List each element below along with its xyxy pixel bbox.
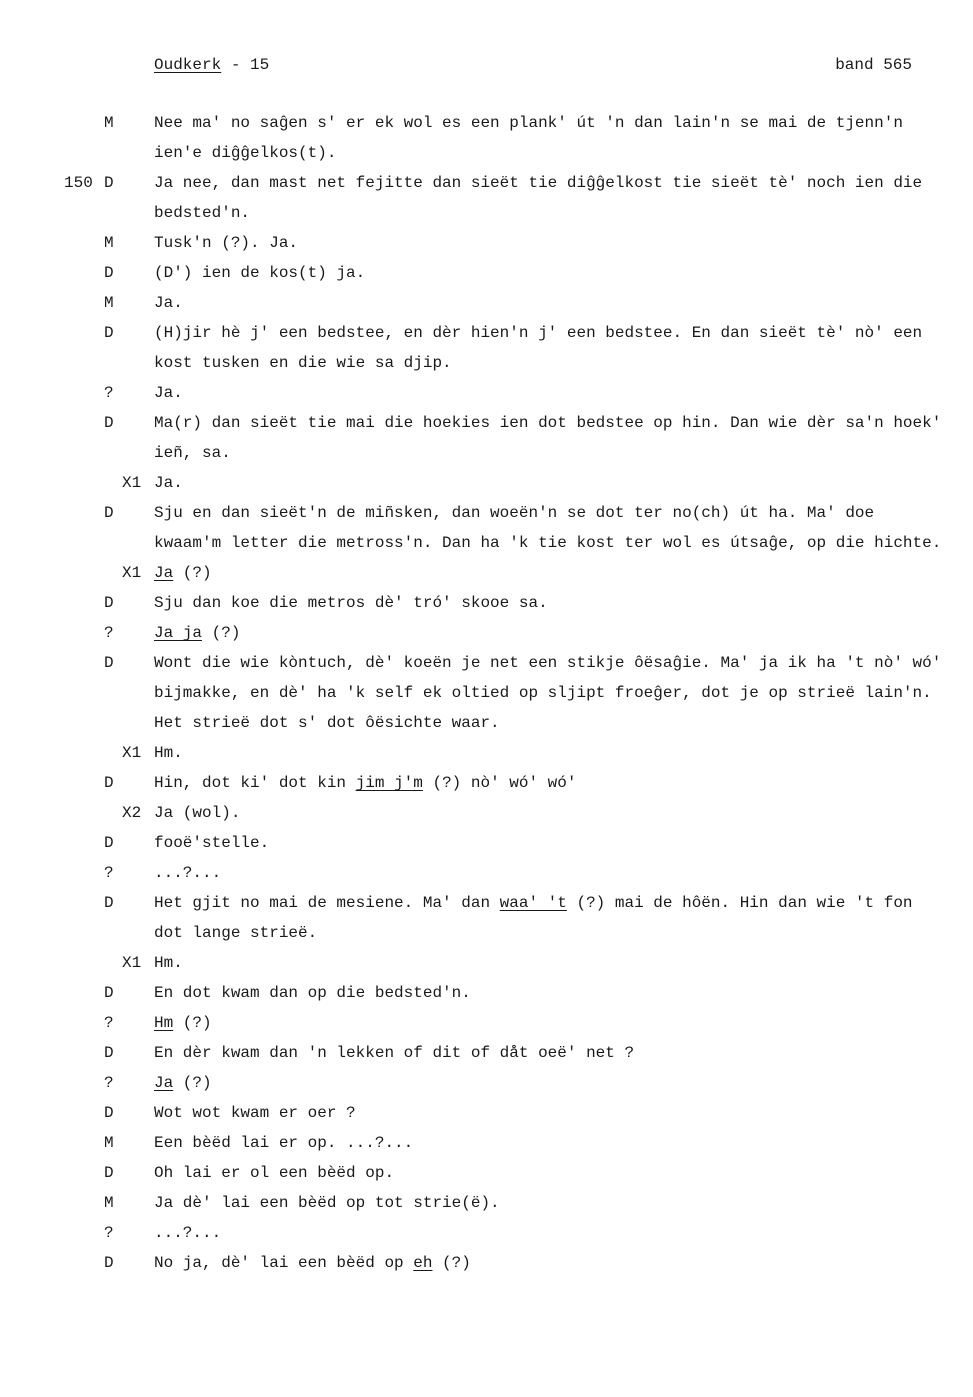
speaker-label: D [104, 414, 114, 432]
utterance-text: Ja. [154, 294, 183, 312]
utterance-text [154, 558, 946, 588]
utterance-text: Ja dè' lai een bèëd op tot strie(ë). [154, 1194, 500, 1212]
utterance-text: Ja (wol). [154, 804, 241, 822]
line-number: 150 [64, 174, 93, 192]
transcript-entry [0, 498, 973, 558]
speaker-label: M [104, 234, 114, 252]
speaker-label: ? [104, 864, 114, 882]
speaker-label: D [104, 984, 114, 1002]
speaker-label: D [104, 1044, 114, 1062]
transcript-entry [0, 1098, 973, 1128]
underlined-word: eh [413, 1254, 433, 1272]
speaker-label: D [104, 1254, 114, 1272]
utterance-text: Ja. [154, 474, 183, 492]
transcript-entry [0, 978, 973, 1008]
transcript-entry [0, 168, 973, 228]
underlined-word: Ja [154, 564, 174, 582]
transcript-entry [0, 108, 973, 168]
utterance-text: Tusk'n (?). Ja. [154, 234, 299, 252]
utterance-suffix: (?) [173, 1074, 212, 1092]
utterance-text: ...?... [154, 864, 222, 882]
utterance-text: Sju en dan sieët'n de miñsken, dan woeën'n se dot ter no(ch) út ha. Ma' doe kwaam'm letter die metross'n. Dan ha 'k tie kost ter wol es útsaĝe, op die hichte. [154, 504, 942, 552]
transcript-entry [0, 408, 973, 468]
speaker-label: D [104, 264, 114, 282]
utterance-text: Ma(r) dan sieët tie mai die hoekies ien dot bedstee op hin. Dan wie dèr sa'n hoek' ieñ, sa. [154, 414, 942, 462]
utterance-text [154, 1008, 946, 1038]
title-page-number: - 15 [221, 56, 270, 74]
speaker-label: D [104, 174, 114, 192]
utterance-text: Wot wot kwam er oer ? [154, 1104, 356, 1122]
utterance-text: fooë'stelle. [154, 834, 270, 852]
speaker-label: D [104, 1104, 114, 1122]
speaker-label: X1 [122, 474, 142, 492]
speaker-label: D [104, 1164, 114, 1182]
utterance-prefix: No ja, dè' lai een bèëd op [154, 1254, 414, 1272]
utterance-suffix: (?) nò' wó' wó' [422, 774, 577, 792]
utterance-text: En dot kwam dan op die bedsted'n. [154, 984, 471, 1002]
underlined-word: Ja ja [154, 624, 203, 642]
utterance-suffix: (?) [173, 1014, 212, 1032]
transcript-entry [0, 648, 973, 738]
utterance-text: Sju dan koe die metros dè' tró' skooe sa. [154, 594, 548, 612]
speaker-label: M [104, 1134, 114, 1152]
utterance-text: (H)jir hè j' een bedstee, en dèr hien'n j' een bedstee. En dan sieët tè' nò' een kost tusken en die wie sa djip. [154, 324, 923, 372]
page-title [154, 50, 269, 80]
utterance-text [154, 768, 946, 798]
speaker-label: X2 [122, 804, 142, 822]
transcript-entry [0, 1128, 973, 1158]
speaker-label: D [104, 594, 114, 612]
transcript-entry [0, 1068, 973, 1098]
utterance-prefix: Hin, dot ki' dot kin [154, 774, 356, 792]
speaker-label: ? [104, 1014, 114, 1032]
transcript-entry [0, 318, 973, 378]
transcript-entry [0, 1218, 973, 1248]
speaker-label: D [104, 894, 114, 912]
utterance-text: Een bèëd lai er op. ...?... [154, 1134, 414, 1152]
transcript-entry [0, 798, 973, 828]
transcript-entry [0, 258, 973, 288]
transcript-entry [0, 228, 973, 258]
utterance-text: En dèr kwam dan 'n lekken of dit of dåt oeë' net ? [154, 1044, 635, 1062]
utterance-text: (D') ien de kos(t) ja. [154, 264, 366, 282]
speaker-label: D [104, 324, 114, 342]
transcript-entry [0, 858, 973, 888]
band-number: band 565 [835, 56, 912, 74]
speaker-label: M [104, 1194, 114, 1212]
utterance-text: Nee ma' no saĝen s' er ek wol es een plank' út 'n dan lain'n se mai de tjenn'n ien'e diĝĝelkos(t). [154, 114, 903, 162]
transcript-body [0, 108, 973, 1278]
utterance-text [154, 1068, 946, 1098]
title-place: Oudkerk [154, 56, 222, 74]
utterance-text: Hm. [154, 954, 183, 972]
transcript-entry [0, 1188, 973, 1218]
page-header [154, 50, 912, 80]
utterance-text [154, 618, 946, 648]
utterance-text: Hm. [154, 744, 183, 762]
speaker-label: M [104, 294, 114, 312]
utterance-text [154, 1248, 946, 1278]
speaker-label: M [104, 114, 114, 132]
utterance-suffix: (?) [173, 564, 212, 582]
utterance-text: Ja nee, dan mast net fejitte dan sieët tie diĝĝelkost tie sieët tè' noch ien die bedsted'n. [154, 174, 923, 222]
speaker-label: X1 [122, 954, 142, 972]
speaker-label: D [104, 774, 114, 792]
transcript-entry [0, 738, 973, 768]
underlined-word: Ja [154, 1074, 174, 1092]
underlined-word: waa' 't [499, 894, 567, 912]
transcript-entry [0, 1038, 973, 1068]
utterance-text: Ja. [154, 384, 183, 402]
speaker-label: ? [104, 384, 114, 402]
transcript-entry [0, 588, 973, 618]
transcript-entry [0, 1008, 973, 1038]
speaker-label: ? [104, 624, 114, 642]
transcript-entry [0, 1248, 973, 1278]
transcript-entry [0, 378, 973, 408]
transcript-entry [0, 558, 973, 588]
utterance-text [154, 888, 946, 948]
transcript-entry [0, 888, 973, 948]
utterance-prefix: Het gjit no mai de mesiene. Ma' dan [154, 894, 500, 912]
speaker-label: ? [104, 1224, 114, 1242]
transcript-entry [0, 948, 973, 978]
utterance-text: Wont die wie kòntuch, dè' koeën je net een stikje ôësaĝie. Ma' ja ik ha 't nò' wó' bijmakke, en dè' ha 'k self ek oltied op sljipt froeĝer, dot je op strieë lain'n. Het strieë dot s' dot ôësichte waar. [154, 654, 942, 732]
utterance-text: Oh lai er ol een bèëd op. [154, 1164, 395, 1182]
transcript-entry [0, 468, 973, 498]
speaker-label: X1 [122, 564, 142, 582]
speaker-label: D [104, 654, 114, 672]
underlined-word: jim j'm [355, 774, 423, 792]
transcript-entry [0, 828, 973, 858]
utterance-suffix: (?) [432, 1254, 471, 1272]
transcript-entry [0, 618, 973, 648]
speaker-label: D [104, 504, 114, 522]
utterance-text: ...?... [154, 1224, 222, 1242]
speaker-label: X1 [122, 744, 142, 762]
underlined-word: Hm [154, 1014, 174, 1032]
speaker-label: D [104, 834, 114, 852]
transcript-entry [0, 288, 973, 318]
utterance-suffix: (?) [202, 624, 241, 642]
transcript-entry [0, 1158, 973, 1188]
utterance-suffix: (?) mai de hôën. Hin dan wie 't fon dot lange strieë. [154, 894, 913, 942]
speaker-label: ? [104, 1074, 114, 1092]
transcript-entry [0, 768, 973, 798]
